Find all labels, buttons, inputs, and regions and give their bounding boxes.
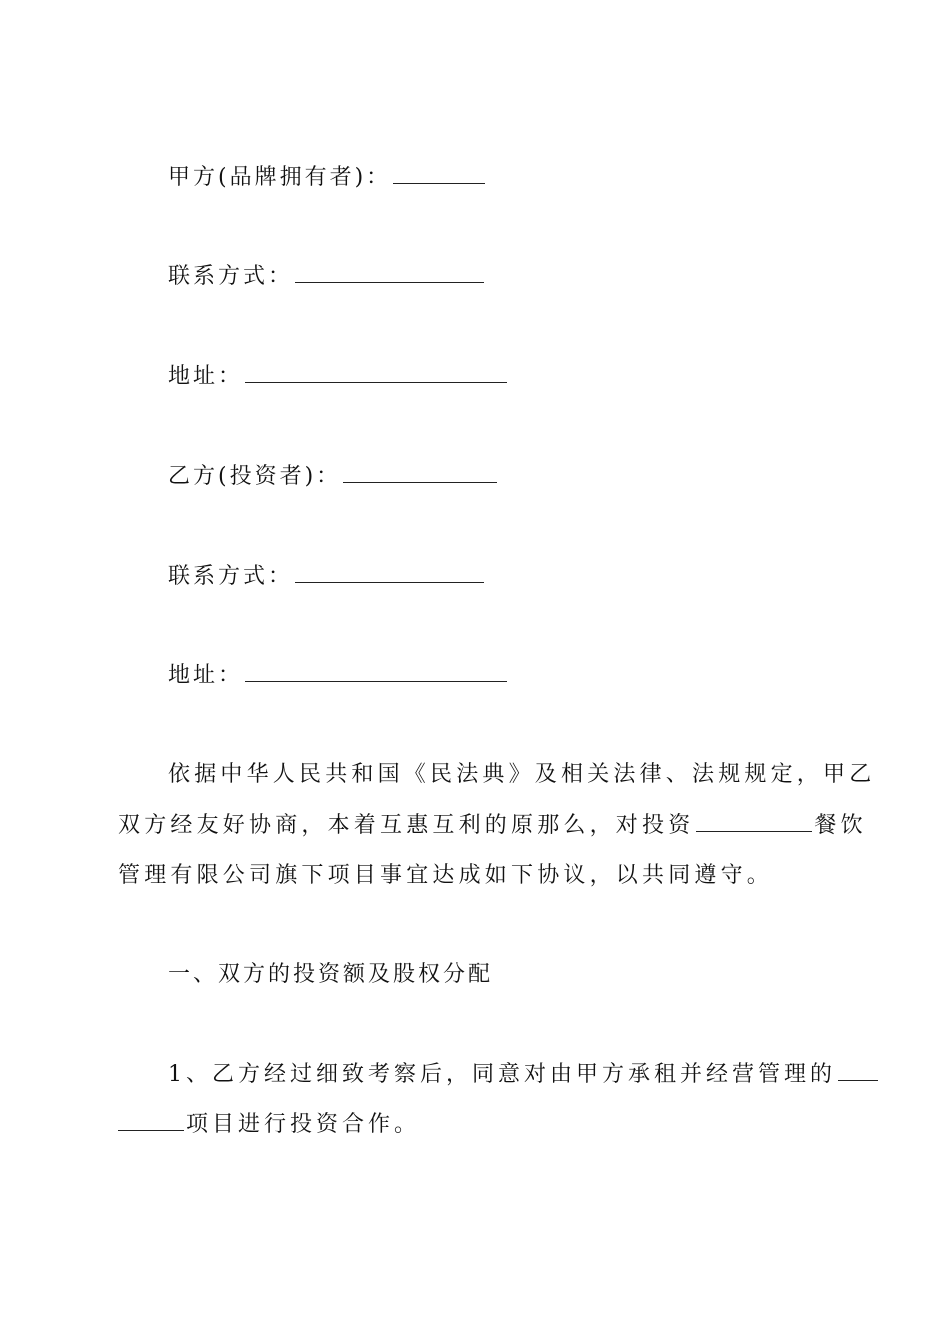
- party-a-address-label: 地址：: [168, 364, 244, 389]
- company-name-blank: [696, 811, 812, 832]
- party-b-address-label: 地址：: [168, 663, 244, 688]
- preamble-line-2: [118, 811, 867, 841]
- clause-1-line-2: [118, 1110, 420, 1140]
- project-name-blank-start: [838, 1060, 878, 1081]
- party-b-address-blank: [245, 661, 507, 682]
- party-b-contact-row: [168, 562, 486, 592]
- party-b-contact-label: 联系方式：: [168, 564, 294, 589]
- project-name-blank-end: [118, 1110, 184, 1131]
- clause-1-tail: 项目进行投资合作。: [186, 1112, 421, 1137]
- party-b-address-row: [168, 661, 509, 691]
- party-b-contact-blank: [295, 562, 484, 583]
- party-a-label: 甲方(品牌拥有者)：: [168, 165, 392, 190]
- preamble-line-1: 依据中华人民共和国《民法典》及相关法律、法规规定，甲乙: [168, 762, 876, 787]
- clause-1-line-1: [168, 1060, 880, 1090]
- preamble-line-3: 管理有限公司旗下项目事宜达成如下协议，以共同遵守。: [118, 863, 774, 888]
- preamble-line-2-text: 双方经友好协商，本着互惠互利的原那么，对投资: [118, 813, 695, 838]
- party-a-contact-blank: [295, 262, 484, 283]
- party-a-address-blank: [245, 362, 507, 383]
- party-a-contact-row: [168, 262, 486, 292]
- preamble-line-2-tail: 餐饮: [814, 813, 867, 838]
- party-a-contact-label: 联系方式：: [168, 264, 294, 289]
- party-b-row: [168, 462, 499, 492]
- party-a-address-row: [168, 362, 509, 392]
- party-b-label: 乙方(投资者)：: [168, 464, 342, 489]
- party-a-row: [168, 163, 487, 193]
- party-a-blank: [393, 163, 485, 184]
- party-b-blank: [343, 462, 497, 483]
- section-1-heading: 一、双方的投资额及股权分配: [168, 962, 494, 987]
- clause-1-text: 1、乙方经过细致考察后，同意对由甲方承租并经营管理的: [168, 1062, 836, 1087]
